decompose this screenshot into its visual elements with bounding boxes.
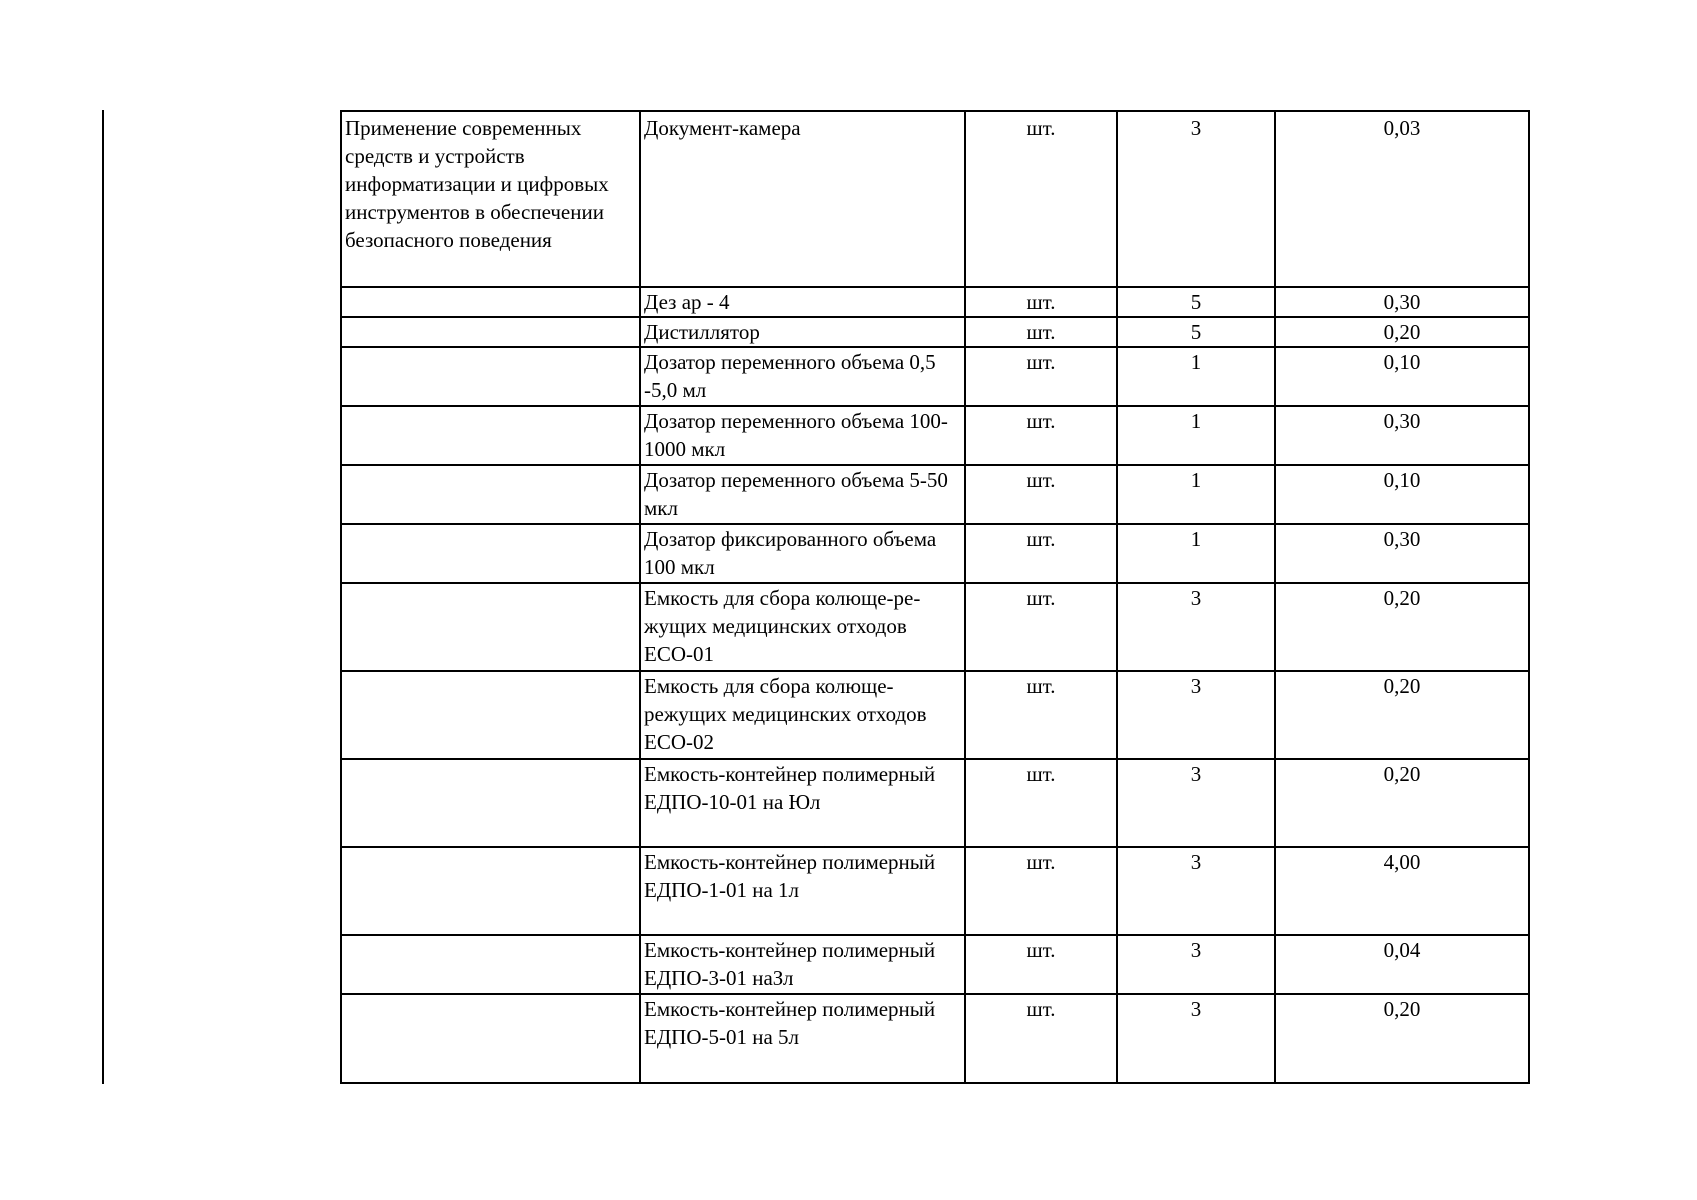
value-cell: 0,20	[1275, 759, 1529, 847]
quantity-cell: 1	[1117, 406, 1275, 465]
unit-cell: шт.	[965, 994, 1117, 1083]
unit-cell: шт.	[965, 671, 1117, 759]
table-row	[341, 111, 1529, 287]
table-row	[341, 994, 1529, 1083]
section-cell	[341, 524, 640, 583]
section-cell	[341, 759, 640, 847]
item-name-cell: Емкость-контейнер полимерный ЕДПО-10-01 на Юл	[640, 759, 965, 847]
quantity-cell: 3	[1117, 759, 1275, 847]
value-cell: 0,04	[1275, 935, 1529, 994]
value-cell: 0,30	[1275, 524, 1529, 583]
section-cell	[341, 935, 640, 994]
table-row	[341, 759, 1529, 847]
item-name-cell: Дозатор фиксированного объема 100 мкл	[640, 524, 965, 583]
value-cell: 0,20	[1275, 671, 1529, 759]
item-name-cell: Документ-камера	[640, 111, 965, 287]
value-cell: 0,03	[1275, 111, 1529, 287]
table-row	[341, 583, 1529, 671]
item-name-cell: Емкость для сбора колюще-режущих медицинских отходов ЕСО-02	[640, 671, 965, 759]
item-name-cell: Емкость для сбора колюще-ре-жущих медицинских отходов ЕСО-01	[640, 583, 965, 671]
section-cell	[341, 994, 640, 1083]
section-cell	[341, 671, 640, 759]
section-cell	[341, 406, 640, 465]
quantity-cell: 1	[1117, 524, 1275, 583]
table-row	[341, 465, 1529, 524]
unit-cell: шт.	[965, 347, 1117, 406]
unit-cell: шт.	[965, 759, 1117, 847]
value-cell: 0,20	[1275, 583, 1529, 671]
value-cell: 0,10	[1275, 465, 1529, 524]
section-cell	[341, 317, 640, 347]
value-cell: 0,20	[1275, 994, 1529, 1083]
item-name-cell: Емкость-контейнер полимерный ЕДПО-3-01 наЗл	[640, 935, 965, 994]
table-row	[341, 524, 1529, 583]
quantity-cell: 5	[1117, 287, 1275, 317]
quantity-cell: 3	[1117, 583, 1275, 671]
item-name-cell: Дез ар - 4	[640, 287, 965, 317]
section-cell	[341, 465, 640, 524]
item-name-cell: Дозатор переменного объема 5-50 мкл	[640, 465, 965, 524]
quantity-cell: 3	[1117, 935, 1275, 994]
unit-cell: шт.	[965, 406, 1117, 465]
section-cell	[341, 347, 640, 406]
item-name-cell: Емкость-контейнер полимерный ЕДПО-5-01 на 5л	[640, 994, 965, 1083]
section-cell	[341, 287, 640, 317]
item-name-cell: Емкость-контейнер полимерный ЕДПО-1-01 на 1л	[640, 847, 965, 935]
value-cell: 0,30	[1275, 287, 1529, 317]
unit-cell: шт.	[965, 111, 1117, 287]
quantity-cell: 5	[1117, 317, 1275, 347]
quantity-cell: 1	[1117, 465, 1275, 524]
item-name-cell: Дистиллятор	[640, 317, 965, 347]
unit-cell: шт.	[965, 287, 1117, 317]
item-name-cell: Дозатор переменного объема 0,5 -5,0 мл	[640, 347, 965, 406]
left-margin-rule	[102, 110, 104, 1084]
value-cell: 0,20	[1275, 317, 1529, 347]
table-row	[341, 935, 1529, 994]
item-name-cell: Дозатор переменного объема 100-1000 мкл	[640, 406, 965, 465]
quantity-cell: 1	[1117, 347, 1275, 406]
unit-cell: шт.	[965, 465, 1117, 524]
equipment-table	[340, 110, 1530, 1084]
section-cell	[341, 583, 640, 671]
table-row	[341, 847, 1529, 935]
unit-cell: шт.	[965, 847, 1117, 935]
value-cell: 4,00	[1275, 847, 1529, 935]
quantity-cell: 3	[1117, 994, 1275, 1083]
quantity-cell: 3	[1117, 671, 1275, 759]
table-row	[341, 406, 1529, 465]
unit-cell: шт.	[965, 935, 1117, 994]
table-row	[341, 287, 1529, 317]
value-cell: 0,30	[1275, 406, 1529, 465]
unit-cell: шт.	[965, 524, 1117, 583]
value-cell: 0,10	[1275, 347, 1529, 406]
table-row	[341, 671, 1529, 759]
section-cell	[341, 847, 640, 935]
unit-cell: шт.	[965, 583, 1117, 671]
quantity-cell: 3	[1117, 111, 1275, 287]
quantity-cell: 3	[1117, 847, 1275, 935]
table-row	[341, 317, 1529, 347]
section-cell: Применение современных средств и устройств информатизации и цифровых инструментов в обеспечении безопасного поведения	[341, 111, 640, 287]
table-row	[341, 347, 1529, 406]
unit-cell: шт.	[965, 317, 1117, 347]
